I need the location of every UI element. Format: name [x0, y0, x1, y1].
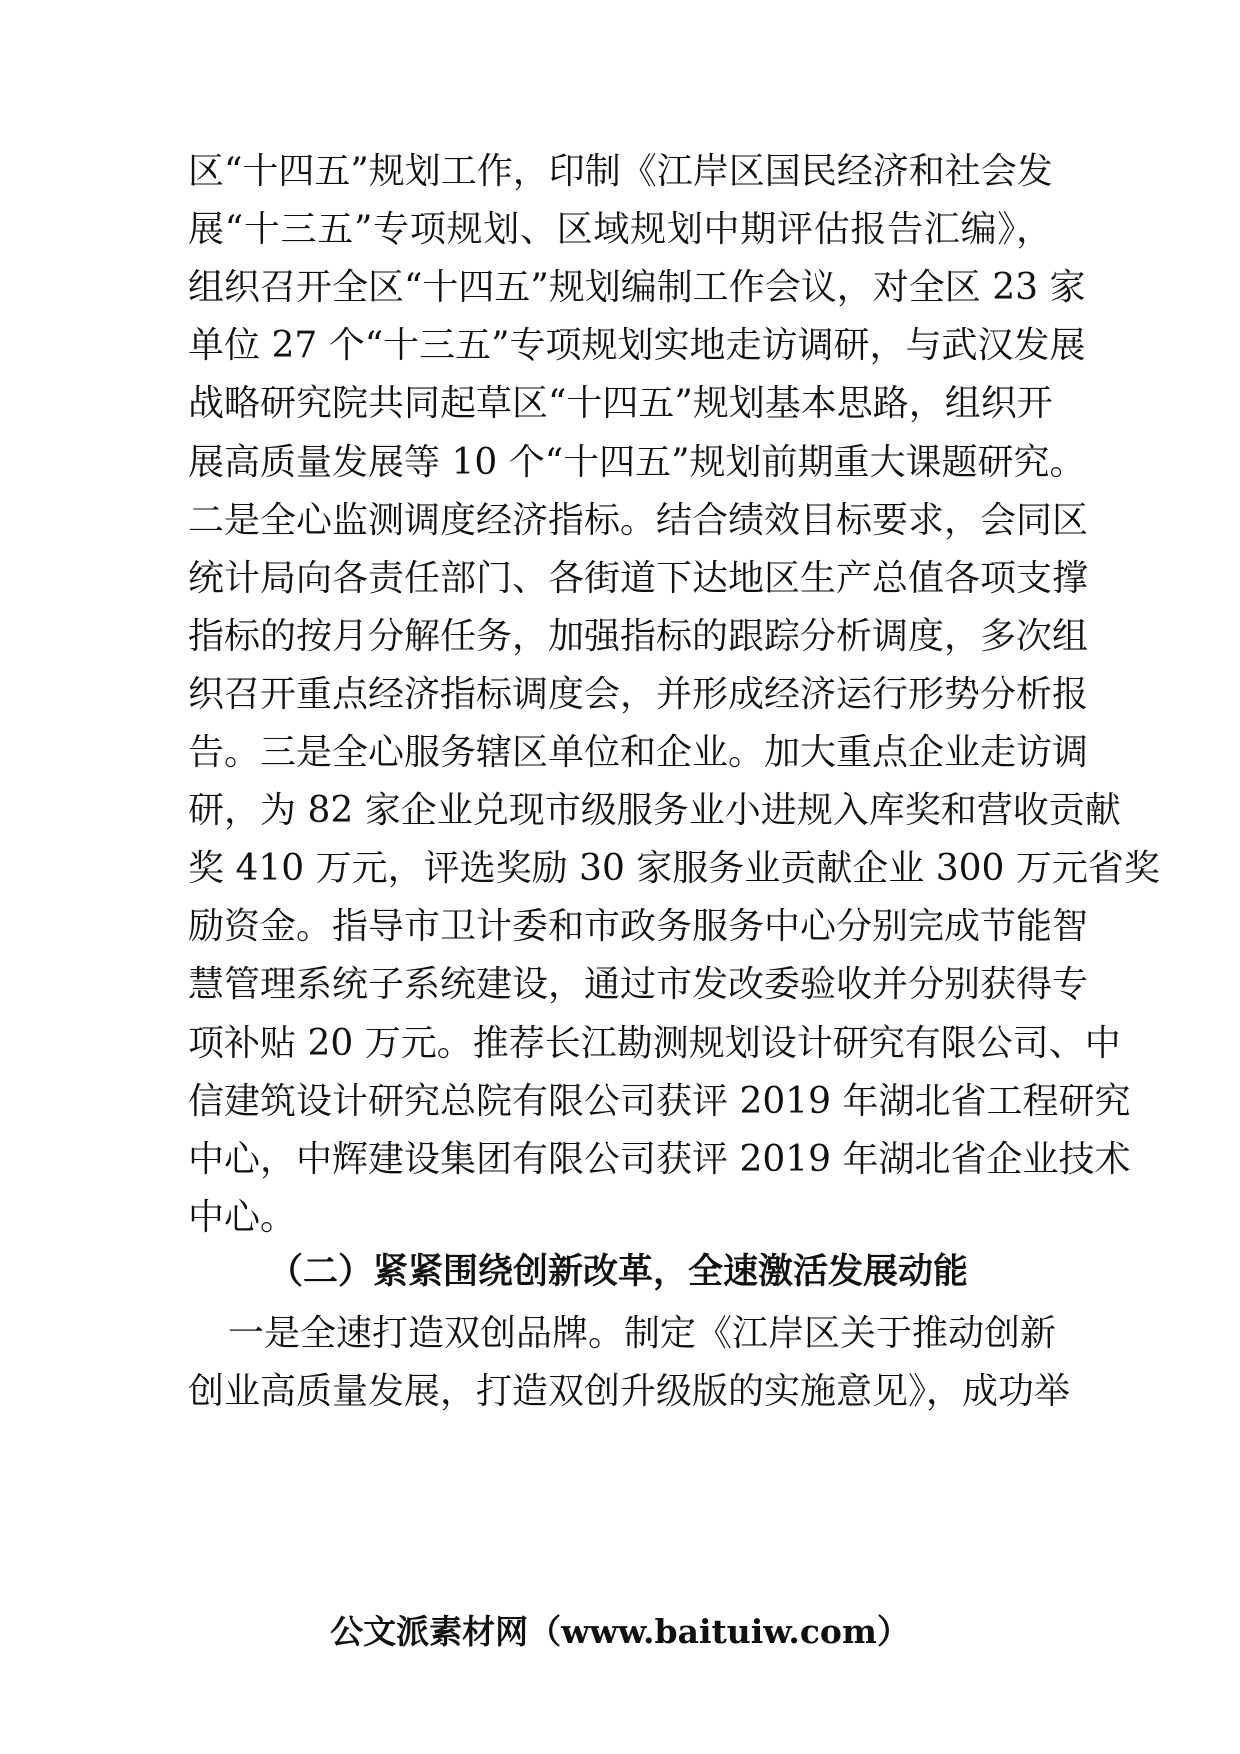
text-line: 展“十三五”专项规划、区域规划中期评估报告汇编》，	[188, 209, 1052, 251]
section-heading: （二）紧紧围绕创新改革，全速激活发展动能	[268, 1252, 969, 1292]
text-line: 励资金。指导市卫计委和市政务服务中心分别完成节能智	[188, 906, 1089, 948]
text-line: 组织召开全区“十四五”规划编制工作会议，对全区 23 家	[188, 267, 1086, 309]
text-line: 奖 410 万元，评选奖励 30 家服务业贡献企业 300 万元省奖	[188, 848, 1160, 890]
text-line: 项补贴 20 万元。推荐长江勘测规划设计研究有限公司、中	[188, 1022, 1121, 1064]
footer-watermark: 公文派素材网（www.baituiw.com）	[330, 1612, 910, 1651]
text-line: 统计局向各责任部门、各街道下达地区生产总值各项支撑	[188, 557, 1089, 599]
text-line: 研，为 82 家企业兑现市级服务业小进规入库奖和营收贡献	[188, 790, 1121, 832]
text-line: 中心，中辉建设集团有限公司获评 2019 年湖北省企业技术	[188, 1138, 1131, 1180]
text-line: 中心。	[188, 1196, 297, 1238]
text-line: 战略研究院共同起草区“十四五”规划基本思路，组织开	[188, 383, 1053, 425]
text-line: 一是全速打造双创品牌。制定《江岸区关于推动创新	[228, 1313, 1057, 1354]
text-line: 告。三是全心服务辖区单位和企业。加大重点企业走访调	[188, 732, 1089, 773]
text-line: 单位 27 个“十三五”专项规划实地走访调研，与武汉发展	[188, 325, 1086, 367]
text-line: 指标的按月分解任务，加强指标的跟踪分析调度，多次组	[188, 615, 1089, 657]
text-line: 慧管理系统子系统建设，通过市发改委验收并分别获得专	[188, 964, 1089, 1006]
text-line: 织召开重点经济指标调度会，并形成经济运行形势分析报	[188, 673, 1089, 715]
text-line: 区“十四五”规划工作，印制《江岸区国民经济和社会发	[188, 151, 1053, 192]
text-line: 信建筑设计研究总院有限公司获评 2019 年湖北省工程研究	[188, 1080, 1131, 1122]
text-line: 创业高质量发展，打造双创升级版的实施意见》，成功举	[188, 1371, 1071, 1412]
text-line: 展高质量发展等 10 个“十四五”规划前期重大课题研究。	[188, 441, 1086, 483]
text-line: 二是全心监测调度经济指标。结合绩效目标要求，会同区	[188, 499, 1089, 541]
